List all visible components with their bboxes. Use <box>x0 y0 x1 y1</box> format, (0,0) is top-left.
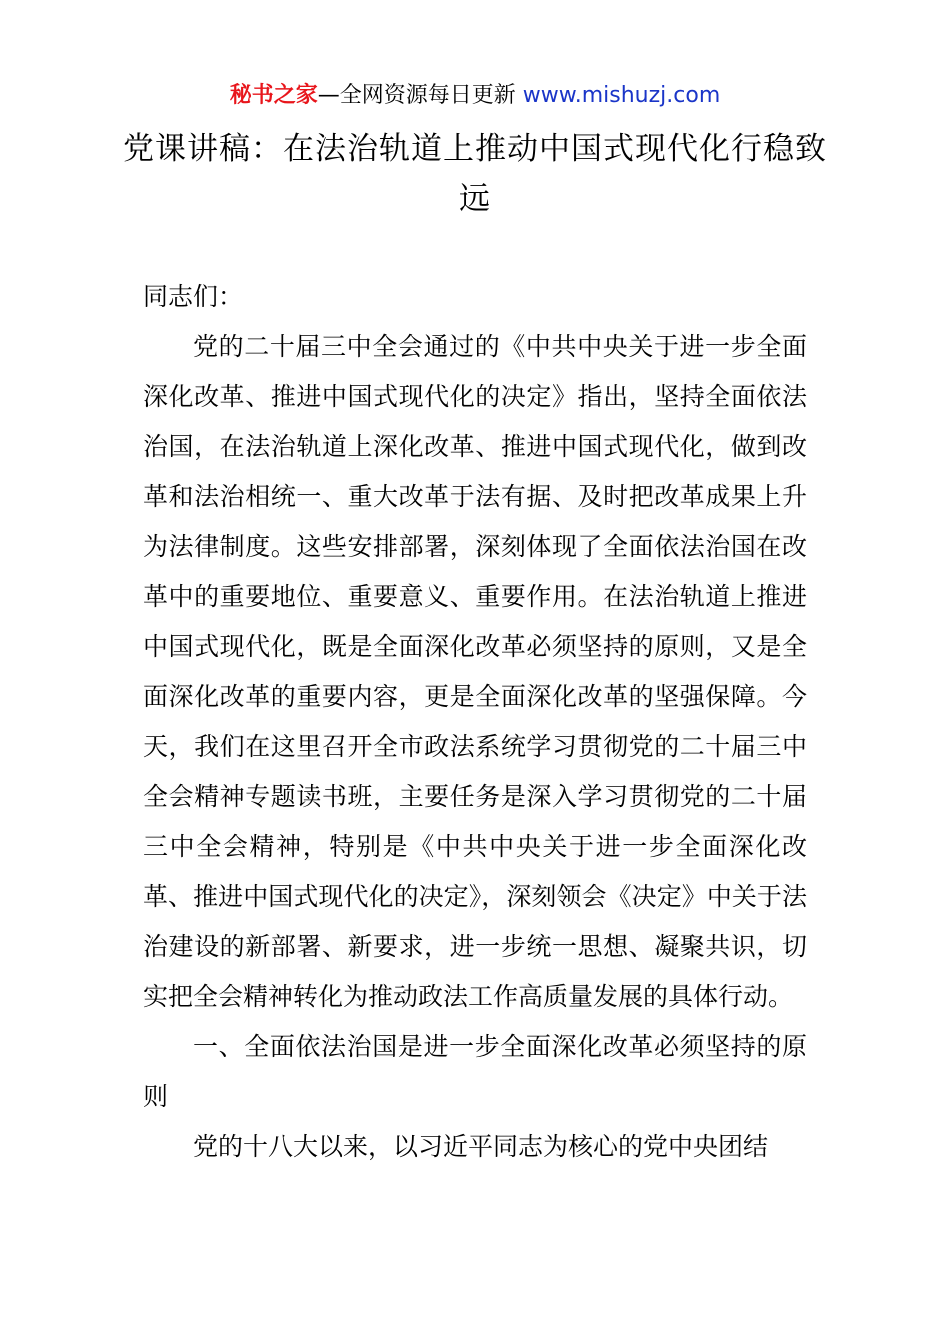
section-heading-1: 一、全面依法治国是进一步全面深化改革必须坚持的原则 <box>143 1032 807 1111</box>
body-paragraph-1: 党的二十届三中全会通过的《中共中央关于进一步全面深化改革、推进中国式现代化的决定》指出，坚持全面依法治国，在法治轨道上深化改革、推进中国式现代化，做到改革和法治相统一、重大改革于法有据、及时把改革成果上升为法律制度。这些安排部署，深刻体现了全面依法治国在改革中的重要地位、重要意义、重要作用。在法治轨道上推进中国式现代化，既是全面深化改革必须坚持的原则，又是全面深化改革的重要内容，更是全面深化改革的坚强保障。今天，我们在这里召开全市政法系统学习贯彻党的二十届三中全会精神专题读书班，主要任务是深入学习贯彻党的二十届三中全会精神，特别是《中共中央关于进一步全面深化改革、推进中国式现代化的决定》，深刻领会《决定》中关于法治建设的新部署、新要求，进一步统一思想、凝聚共识，切实把全会精神转化为推动政法工作高质量发展的具体行动。 <box>143 332 807 1011</box>
site-slogan: —全网资源每日更新 <box>317 83 516 108</box>
body-paragraph-2: 党的十八大以来，以习近平同志为核心的党中央团结 <box>193 1132 769 1161</box>
site-header <box>0 80 950 112</box>
site-name: 秘书之家 <box>229 83 318 108</box>
document-title: 党课讲稿：在法治轨道上推动中国式现代化行稳致远 <box>123 131 827 217</box>
salutation: 同志们： <box>143 282 244 311</box>
site-url-link[interactable]: www.mishuzj.com <box>522 83 721 108</box>
document-body <box>143 272 807 1172</box>
